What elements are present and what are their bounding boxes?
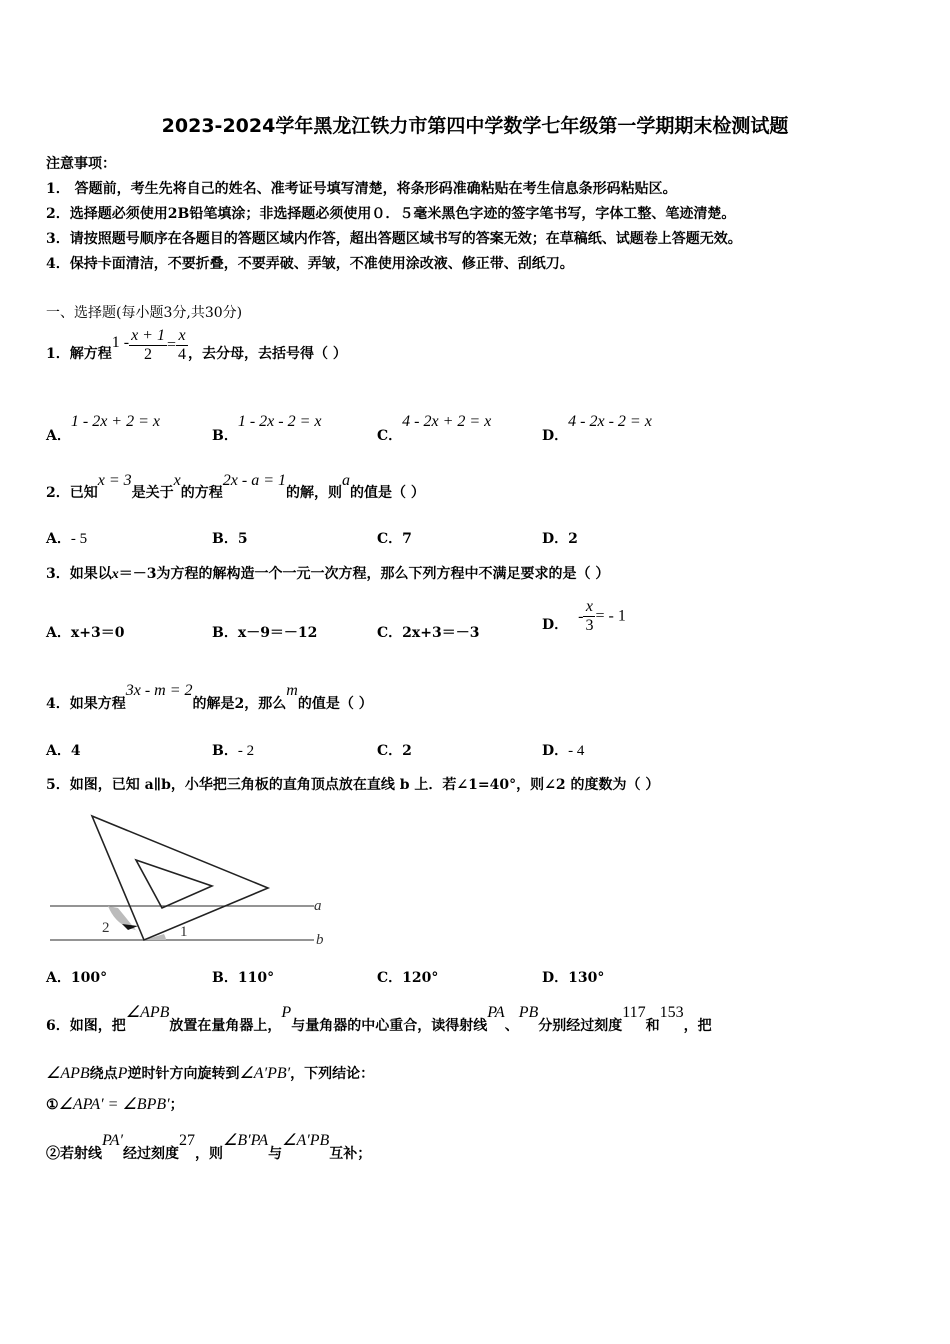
q1-option-d: D．4 - 2x - 2 = x: [542, 413, 652, 444]
q3-option-d: D． - $\frac{x}{3}$ = - 1: [542, 598, 626, 634]
q5-option-a: A．100°: [46, 970, 108, 986]
q4-option-b: B．- 2: [212, 743, 255, 759]
q2-option-c: C．7: [377, 531, 412, 547]
label-b: b: [316, 932, 324, 948]
notice-item-2: 2．选择题必须使用2B铅笔填涂；非选择题必须使用０．５毫米黑色字迹的签字笔书写，字体工整、笔迹清楚。: [46, 206, 736, 222]
q4-option-d: D．- 4: [542, 743, 585, 759]
fraction: $\frac{x}{4}$: [178, 327, 187, 363]
angle-2-shade: [108, 906, 144, 940]
q5-option-d: D．130°: [542, 970, 605, 986]
notice-heading: 注意事项：: [46, 156, 116, 172]
q2-option-d: D．2: [542, 531, 578, 547]
section-heading: 一、选择题(每小题3分,共30分): [46, 305, 243, 321]
q2-option-b: B．5: [212, 531, 248, 547]
question-6-line-2: ∠APB绕点P逆时针方向旋转到∠A′PB′，下列结论：: [46, 1065, 375, 1082]
q1-option-b: B．1 - 2x - 2 = x: [212, 413, 322, 444]
fraction: $\frac{x}{3}$: [585, 598, 594, 634]
q1-option-c: C．4 - 2x + 2 = x: [377, 413, 492, 444]
triangle-parallel-lines-figure: [46, 808, 346, 953]
q4-option-c: C．2: [377, 743, 412, 759]
q5-option-c: C．120°: [377, 970, 439, 986]
q4-option-a: A．4: [46, 743, 81, 759]
question-2: 2．已知x = 3是关于x的方程2x - a = 1的解，则a的值是（ ）: [46, 472, 425, 501]
q1-option-a: A．1 - 2x + 2 = x: [46, 413, 160, 444]
question-5: 5．如图，已知 a∥b，小华把三角板的直角顶点放在直线 b 上．若∠1=40°，则∠2 的度数为（ ）: [46, 777, 660, 793]
fraction: $\frac{x + 1}{2}$: [131, 327, 165, 363]
conclusion-1: ①∠APA′ = ∠BPB′；: [46, 1096, 184, 1113]
q3-option-b: B．x－9＝－12: [212, 625, 318, 641]
label-angle-2: 2: [102, 920, 110, 936]
q2-option-a: A．- 5: [46, 531, 88, 547]
notice-item-3: 3．请按照题号顺序在各题目的答题区域内作答，超出答题区域书写的答案无效；在草稿纸、试题卷上答题无效。: [46, 231, 742, 247]
notice-item-1: 1． 答题前，考生先将自己的姓名、准考证号填写清楚，将条形码准确粘贴在考生信息条形码粘贴区。: [46, 181, 677, 197]
conclusion-2: ②若射线PA′经过刻度27，则∠B′PA与∠A′PB互补；: [46, 1132, 372, 1162]
notice-item-4: 4．保持卡面清洁，不要折叠，不要弄破、弄皱，不准使用涂改液、修正带、刮纸刀。: [46, 256, 574, 272]
question-1: 1．解方程1 - $\frac{x + 1}{2}$ = $\frac{x}{4}$ ，去分母，去括号得（ ）: [46, 327, 347, 363]
q3-option-c: C．2x+3＝－3: [377, 625, 480, 641]
q5-option-b: B．110°: [212, 970, 275, 986]
label-angle-1: 1: [180, 924, 188, 940]
page-title: 2023-2024学年黑龙江铁力市第四中学数学七年级第一学期期末检测试题: [161, 115, 789, 137]
label-a: a: [314, 898, 322, 914]
question-3: 3．如果以x＝－3为方程的解构造一个一元一次方程，那么下列方程中不满足要求的是（ ）: [46, 566, 610, 582]
question-6: 6．如图，把∠APB放置在量角器上，P与量角器的中心重合，读得射线PA、PB分别经过刻度117和153，把: [46, 1004, 712, 1034]
triangle-inner: [136, 860, 212, 908]
question-4: 4．如果方程3x - m = 2的解是2，那么m的值是（ ）: [46, 682, 373, 712]
q3-option-a: A．x+3＝0: [46, 625, 125, 641]
